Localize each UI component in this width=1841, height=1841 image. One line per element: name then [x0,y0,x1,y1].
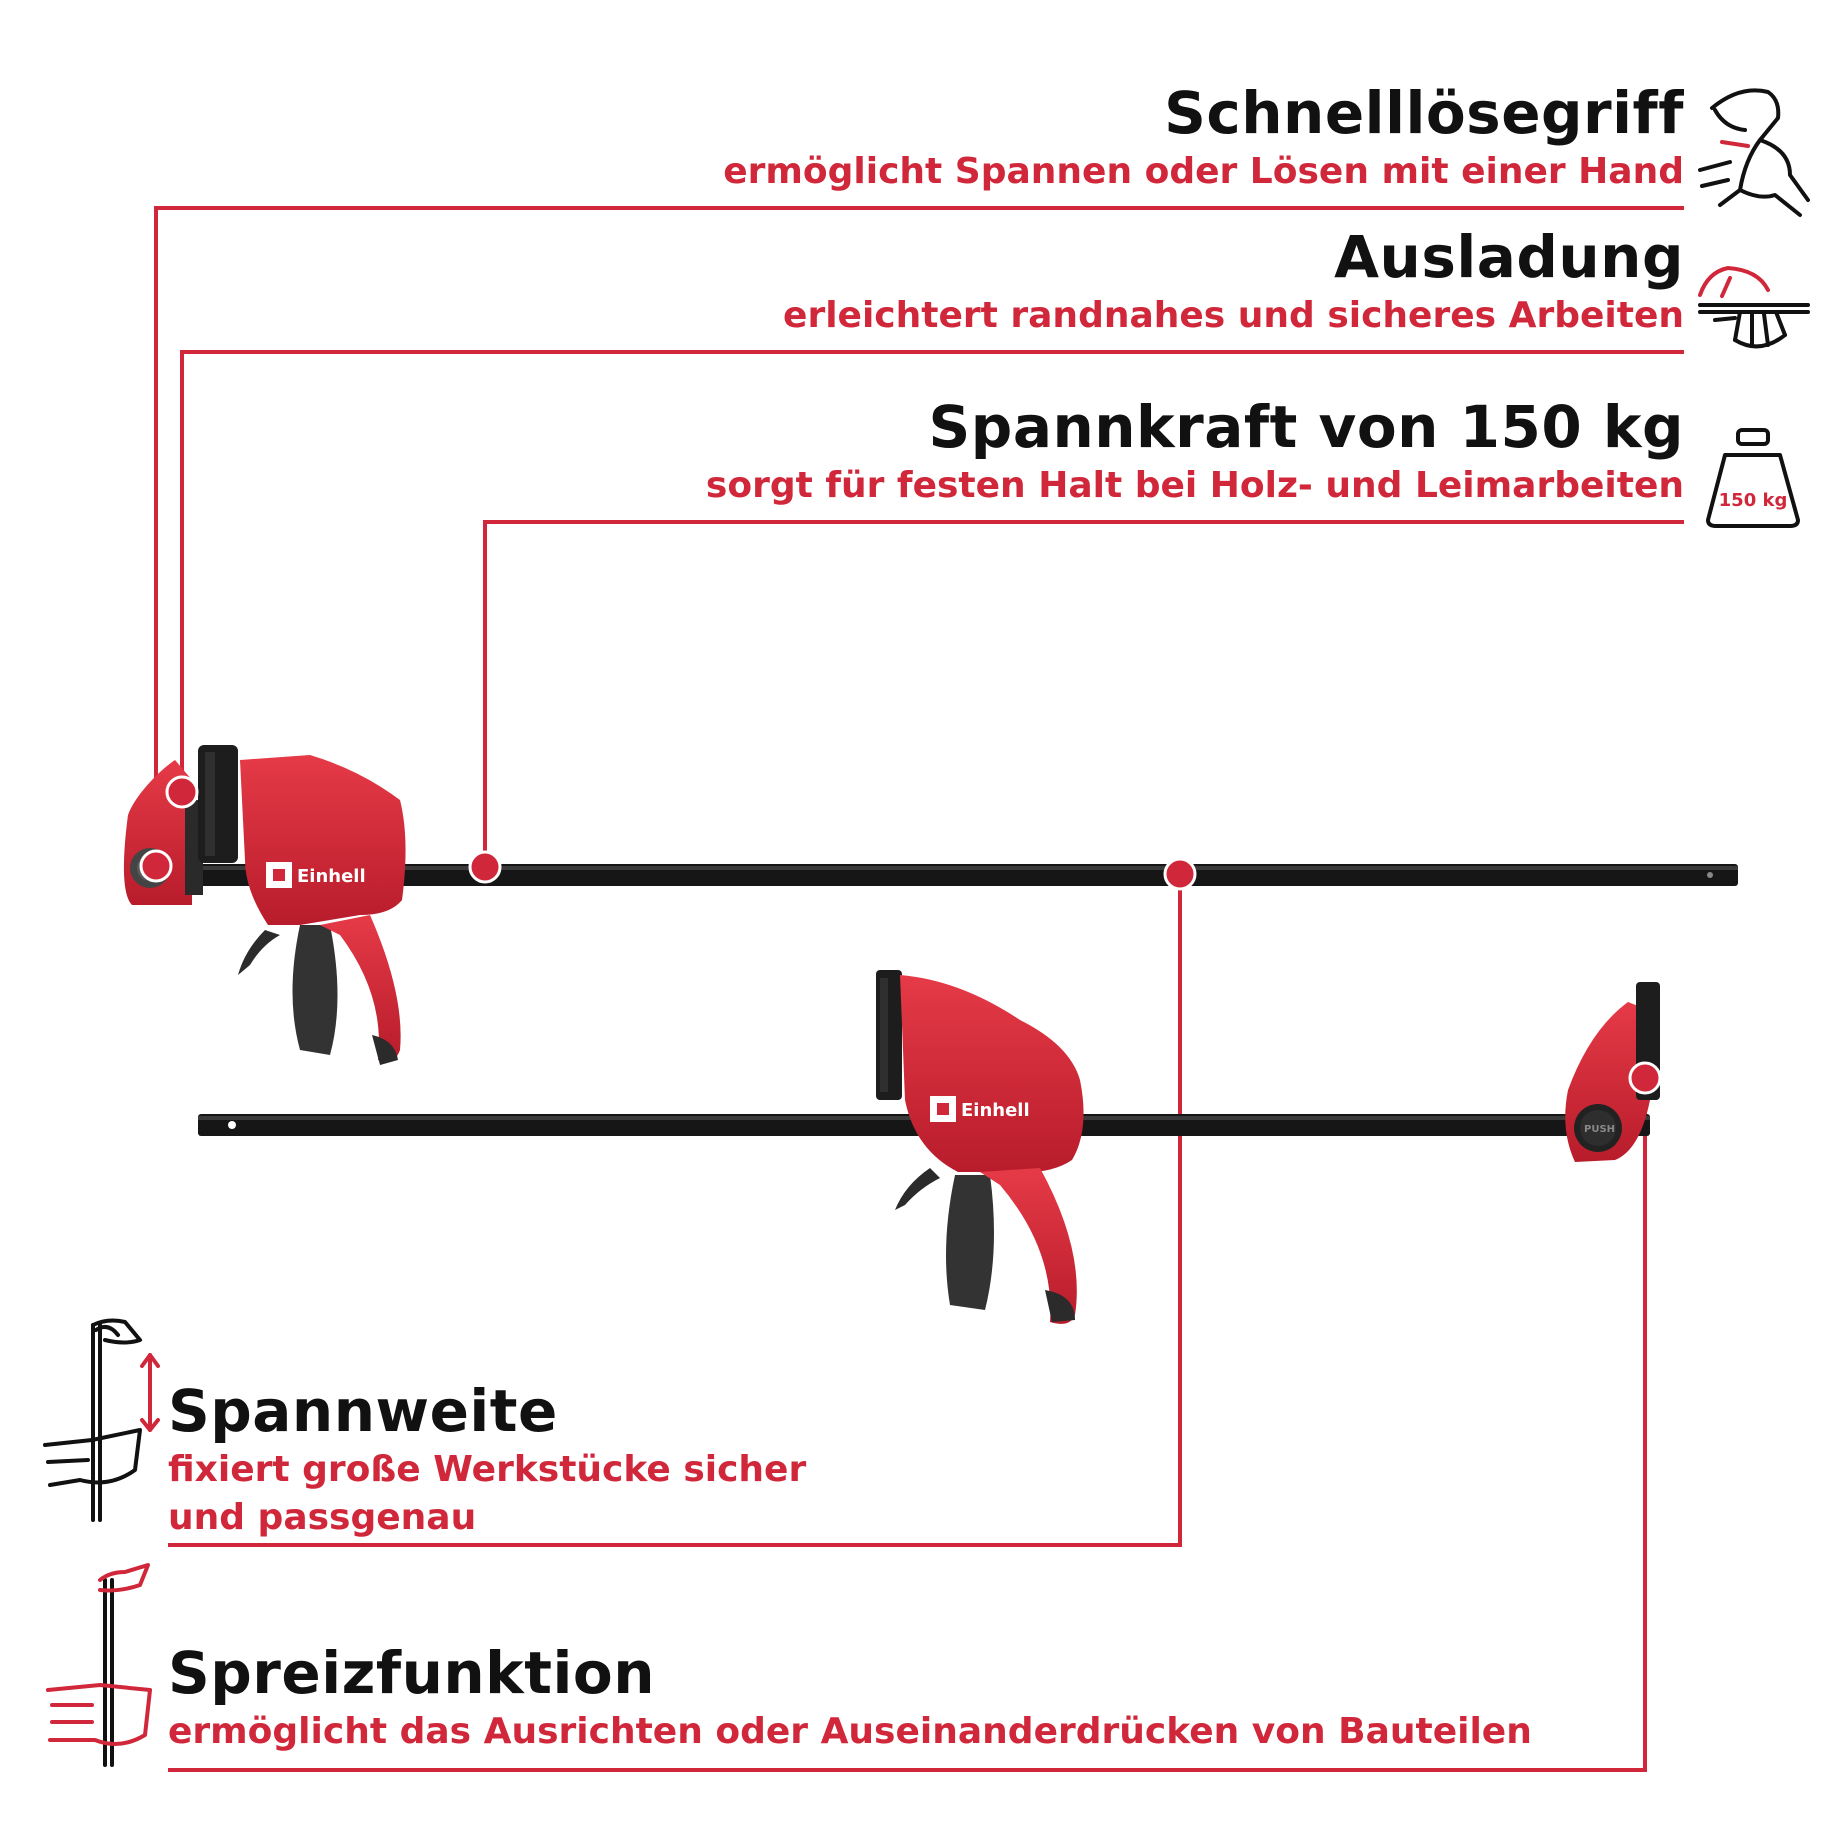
feature-title: Schnelllösegriff [1164,79,1684,147]
push-button-label: PUSH [1584,1124,1616,1135]
lower-brand-logo: Einhell [961,1100,1030,1121]
dot-clamping-force [470,852,500,882]
dot-clamping-width [1165,859,1195,889]
dot-throat-depth [167,777,197,807]
feature-throat-depth [783,222,1684,340]
hand-grip-icon [1700,90,1808,215]
feature-clamping-width [168,1376,828,1542]
feature-subtitle: erleichtert randnahes und sicheres Arbeiten [783,295,1684,336]
lower-trigger [895,1168,940,1210]
dot-spreading [1630,1063,1660,1093]
feature-title: Spreizfunktion [168,1639,656,1707]
feature-subtitle: fixiert große Werkstücke sicher und passgenau [168,1449,807,1538]
feature-spreading [168,1638,1532,1756]
lower-clamp-body [900,975,1084,1173]
weight-icon-label: 150 kg [1718,490,1788,511]
feature-subtitle: sorgt für festen Halt bei Holz- und Leimarbeiten [705,465,1684,506]
upper-brand-logo: Einhell [297,866,366,887]
feature-title: Spannweite [168,1377,558,1445]
feature-title: Spannkraft von 150 kg [928,393,1684,461]
lower-handle [946,1175,994,1310]
lower-clamp [198,970,1660,1324]
upper-trigger [238,930,280,975]
hand-clamp-icon [1700,268,1808,346]
feature-quick-release [723,78,1684,196]
feature-title: Ausladung [1334,223,1684,291]
feature-subtitle: ermöglicht Spannen oder Lösen mit einer Hand [723,151,1684,192]
weight-icon [1708,430,1798,526]
leader-clamping-force [485,522,1684,865]
upper-handle [293,925,338,1055]
feature-subtitle: ermöglicht das Ausrichten oder Auseinanderdrücken von Bauteilen [168,1711,1532,1752]
spread-clamp-icon [48,1565,150,1765]
upper-clamp-body [240,755,406,925]
dot-quick-release [141,851,171,881]
feature-clamping-force [706,392,1684,510]
clamp-width-icon [45,1321,158,1520]
